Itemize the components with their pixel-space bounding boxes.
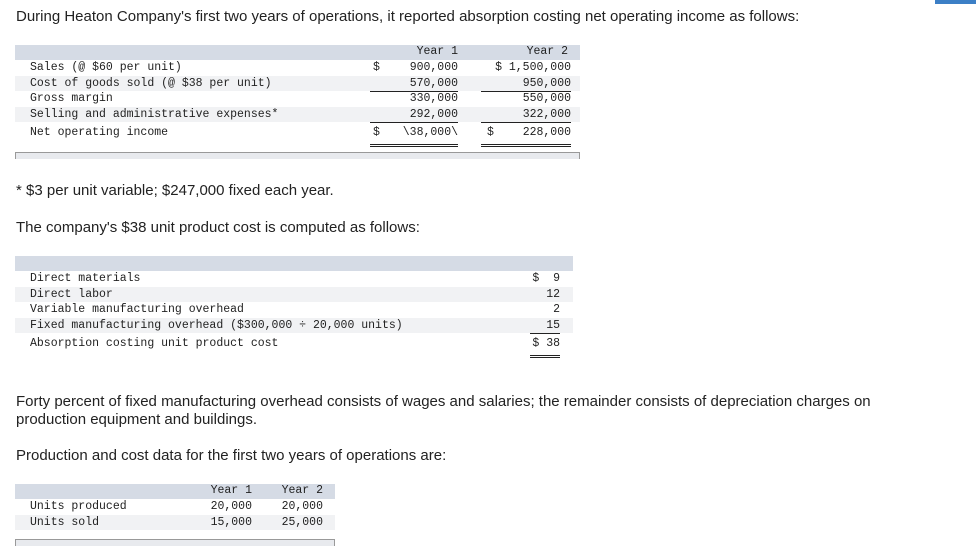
table-row <box>15 515 335 531</box>
income-statement-table <box>15 45 580 160</box>
row-label: Variable manufacturing overhead <box>30 303 244 316</box>
table-row <box>15 287 573 303</box>
row-label: Sales (@ $60 per unit) <box>30 61 182 74</box>
year-2-value: 228,000 <box>481 125 571 147</box>
cost-value: $ 38 <box>530 336 560 358</box>
row-label: Gross margin <box>30 92 113 105</box>
year-1-value: 570,000 <box>370 76 458 93</box>
row-label: Direct materials <box>30 272 141 285</box>
scroll-indicator <box>935 0 976 4</box>
table-header <box>15 45 580 60</box>
table-row <box>15 60 580 76</box>
table-row <box>15 107 580 123</box>
year-2-value: 550,000 <box>522 92 571 105</box>
table-row <box>15 91 580 107</box>
row-label: Net operating income <box>30 126 169 139</box>
table-footer <box>15 152 580 159</box>
intro-text: During Heaton Company's first two years of operations, it reported absorption costing net operating income as follows: <box>16 8 800 25</box>
table-row <box>15 336 573 352</box>
cost-value: 12 <box>546 287 560 301</box>
cost-value: $ 9 <box>532 272 560 285</box>
row-label: Fixed manufacturing overhead ($300,000 ÷ 20,000 units) <box>30 318 403 332</box>
production-table <box>15 484 335 546</box>
production-intro: Production and cost data for the first two years of operations are: <box>16 447 447 464</box>
header-year-1: Year 1 <box>210 484 252 497</box>
year-2-value: 950,000 <box>481 76 571 93</box>
cost-value: 2 <box>553 303 560 316</box>
table-row <box>15 499 335 515</box>
row-label: Cost of goods sold (@ $38 per unit) <box>30 76 272 90</box>
header-year-2: Year 2 <box>526 45 568 58</box>
unit-cost-table <box>15 256 573 356</box>
table-footer <box>15 539 335 546</box>
table-row <box>15 271 573 287</box>
year-1-value: \38,000\ <box>370 125 458 147</box>
table-row <box>15 302 573 318</box>
year-2-value: 25,000 <box>281 515 323 529</box>
table-header <box>15 256 573 271</box>
table-row <box>15 76 580 92</box>
table-row <box>15 125 580 141</box>
year-1-value: 20,000 <box>210 500 252 513</box>
row-label: Selling and administrative expenses* <box>30 107 279 121</box>
row-label: Units produced <box>30 500 127 513</box>
footnote: * $3 per unit variable; $247,000 fixed each year. <box>16 182 334 199</box>
unit-cost-intro: The company's $38 unit product cost is computed as follows: <box>16 219 420 236</box>
header-year-2: Year 2 <box>281 484 323 497</box>
currency-sign: $ <box>373 61 380 74</box>
currency-sign: $ <box>487 126 494 139</box>
table-header <box>15 484 335 499</box>
currency-sign: $ <box>373 126 380 139</box>
year-1-value: 292,000 <box>370 107 458 124</box>
overhead-note: Forty percent of fixed manufacturing overhead consists of wages and salaries; the remainder consists of depreciation charges on production equipment and buildings. <box>16 393 871 428</box>
year-2-value: 322,000 <box>481 107 571 124</box>
year-2-value: 20,000 <box>281 500 323 513</box>
row-label: Direct labor <box>30 287 113 301</box>
year-1-value: 330,000 <box>409 92 458 105</box>
year-2-value: $ 1,500,000 <box>495 61 571 74</box>
row-label: Units sold <box>30 515 100 529</box>
year-1-value: 15,000 <box>210 515 252 529</box>
table-row <box>15 318 573 334</box>
year-1-value: 900,000 <box>409 61 458 74</box>
row-label: Absorption costing unit product cost <box>30 337 279 350</box>
cost-value: 15 <box>530 318 560 335</box>
header-year-1: Year 1 <box>416 45 458 58</box>
